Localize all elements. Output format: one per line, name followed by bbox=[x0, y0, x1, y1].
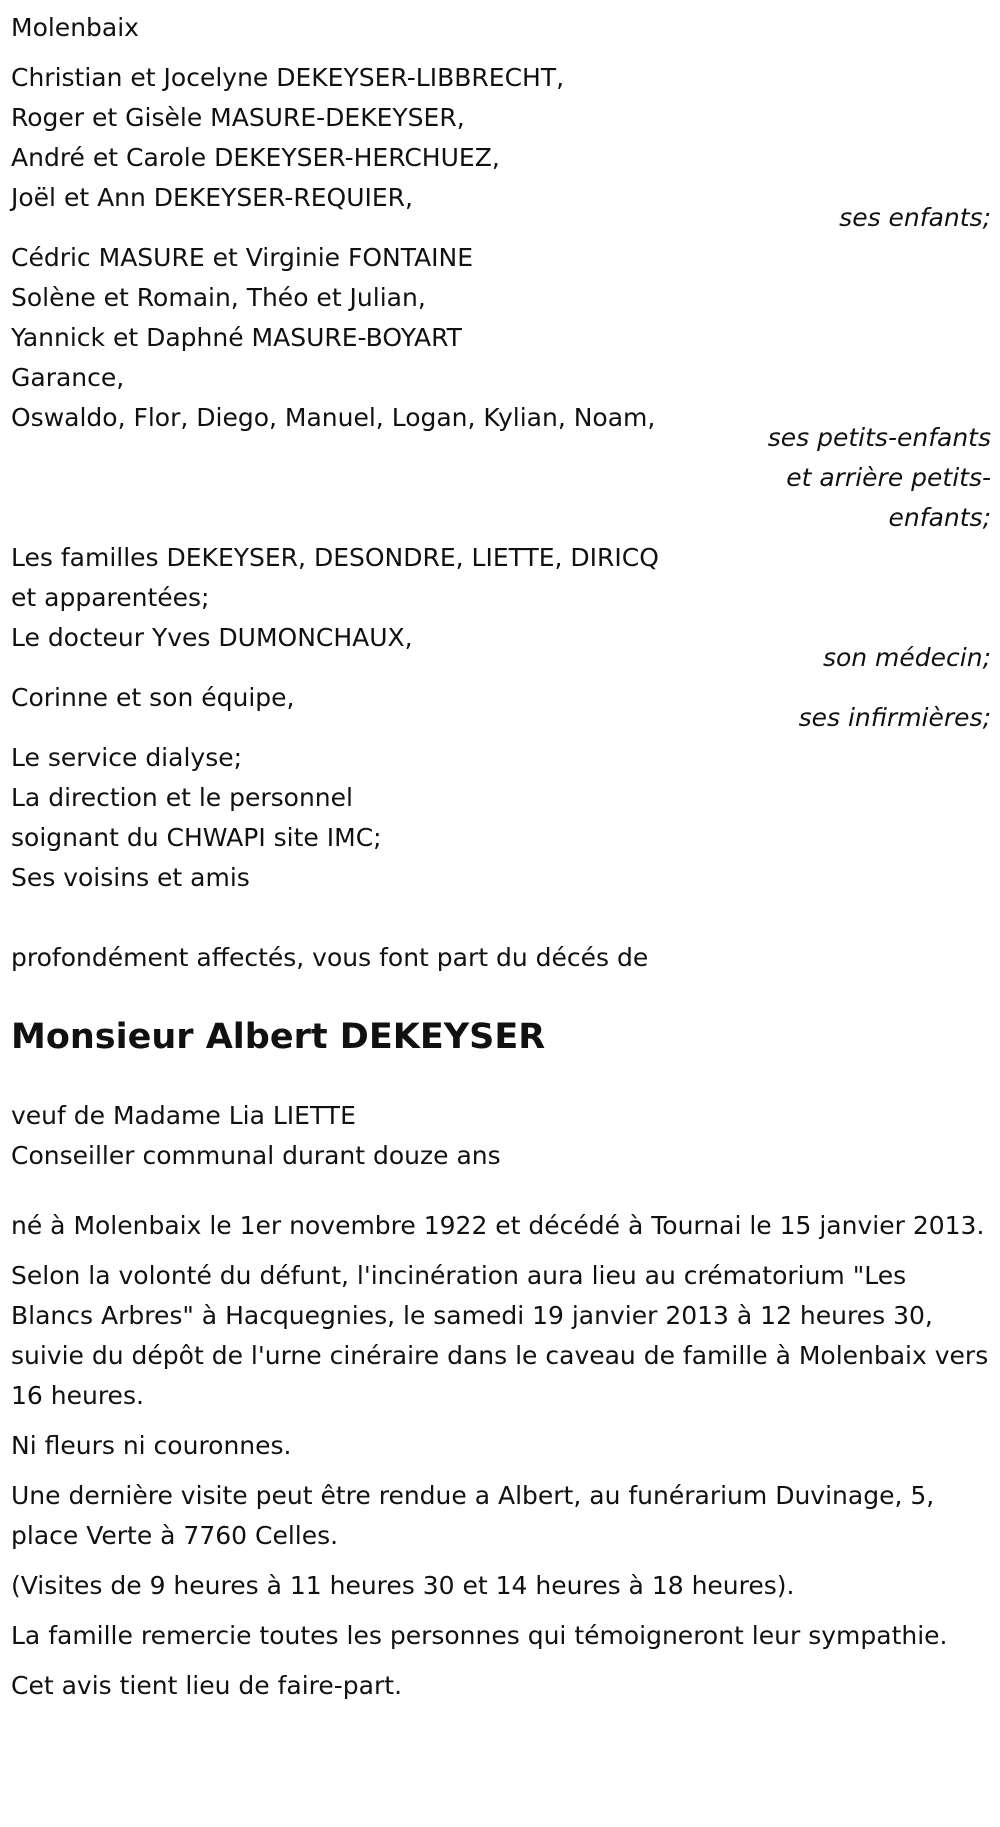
nurses-section bbox=[11, 678, 1000, 738]
family-line: et apparentées; bbox=[11, 583, 210, 612]
birth-death-paragraph: né à Molenbaix le 1er novembre 1922 et décédé à Tournai le 15 janvier 2013. bbox=[11, 1211, 985, 1240]
relation-label: son médecin; bbox=[822, 643, 991, 672]
family-line: Cédric MASURE et Virginie FONTAINE bbox=[11, 243, 474, 272]
notice-paragraph: Cet avis tient lieu de faire-part. bbox=[11, 1671, 403, 1700]
thanks-paragraph: La famille remercie toutes les personnes qui témoigneront leur sympathie. bbox=[11, 1621, 948, 1650]
family-line: Christian et Jocelyne DEKEYSER-LIBBRECHT, bbox=[11, 63, 565, 92]
family-line: Garance, bbox=[11, 363, 125, 392]
family-line: Joël et Ann DEKEYSER-REQUIER, bbox=[11, 183, 413, 212]
flowers-paragraph: Ni fleurs ni couronnes. bbox=[11, 1431, 292, 1460]
relation-label: ses infirmières; bbox=[798, 703, 991, 732]
relation-label-line: ses petits-enfants bbox=[767, 423, 991, 452]
town-heading: Molenbaix bbox=[11, 13, 139, 42]
deceased-details bbox=[11, 1096, 1000, 1176]
others-section bbox=[11, 738, 1000, 898]
family-line: Roger et Gisèle MASURE-DEKEYSER, bbox=[11, 103, 465, 132]
grandchildren-section bbox=[11, 238, 1000, 538]
visit-paragraph: Une dernière visite peut être rendue a Albert, au funérarium Duvinage, 5, place Verte à 7760 Celles. bbox=[11, 1481, 935, 1550]
visit-hours-paragraph: (Visites de 9 heures à 11 heures 30 et 14 heures à 18 heures). bbox=[11, 1571, 795, 1600]
family-line: Corinne et son équipe, bbox=[11, 683, 295, 712]
detail-line: Conseiller communal durant douze ans bbox=[11, 1141, 501, 1170]
family-line: Le service dialyse; bbox=[11, 743, 243, 772]
relation-label-line: enfants; bbox=[888, 503, 991, 532]
families-section bbox=[11, 538, 1000, 678]
ceremony-paragraph: Selon la volonté du défunt, l'incinération aura lieu au crématorium "Les Blancs Arbres" à Hacquegnies, le samedi 19 janvier 2013 à 12 heures 30, suivie du dépôt de l'urne cinéraire dans le caveau de famille à Molenbaix vers 16 heures. bbox=[11, 1261, 989, 1410]
relation-label-line: et arrière petits- bbox=[786, 463, 991, 492]
family-line: Ses voisins et amis bbox=[11, 863, 250, 892]
family-line: Yannick et Daphné MASURE-BOYART bbox=[11, 323, 462, 352]
deceased-name: Monsieur Albert DEKEYSER bbox=[11, 1017, 546, 1057]
announcement-text: profondément affectés, vous font part du décés de bbox=[11, 943, 649, 972]
family-line: Solène et Romain, Théo et Julian, bbox=[11, 283, 426, 312]
family-line: Les familles DEKEYSER, DESONDRE, LIETTE, DIRICQ bbox=[11, 543, 659, 572]
family-line: soignant du CHWAPI site IMC; bbox=[11, 823, 382, 852]
detail-line: veuf de Madame Lia LIETTE bbox=[11, 1101, 356, 1130]
relation-label: ses enfants; bbox=[839, 203, 991, 232]
family-line: Oswaldo, Flor, Diego, Manuel, Logan, Kylian, Noam, bbox=[11, 403, 656, 432]
children-section bbox=[11, 58, 1000, 238]
family-line: Le docteur Yves DUMONCHAUX, bbox=[11, 623, 413, 652]
family-line: La direction et le personnel bbox=[11, 783, 353, 812]
notice-paragraphs bbox=[11, 1206, 1000, 1706]
family-line: André et Carole DEKEYSER-HERCHUEZ, bbox=[11, 143, 500, 172]
